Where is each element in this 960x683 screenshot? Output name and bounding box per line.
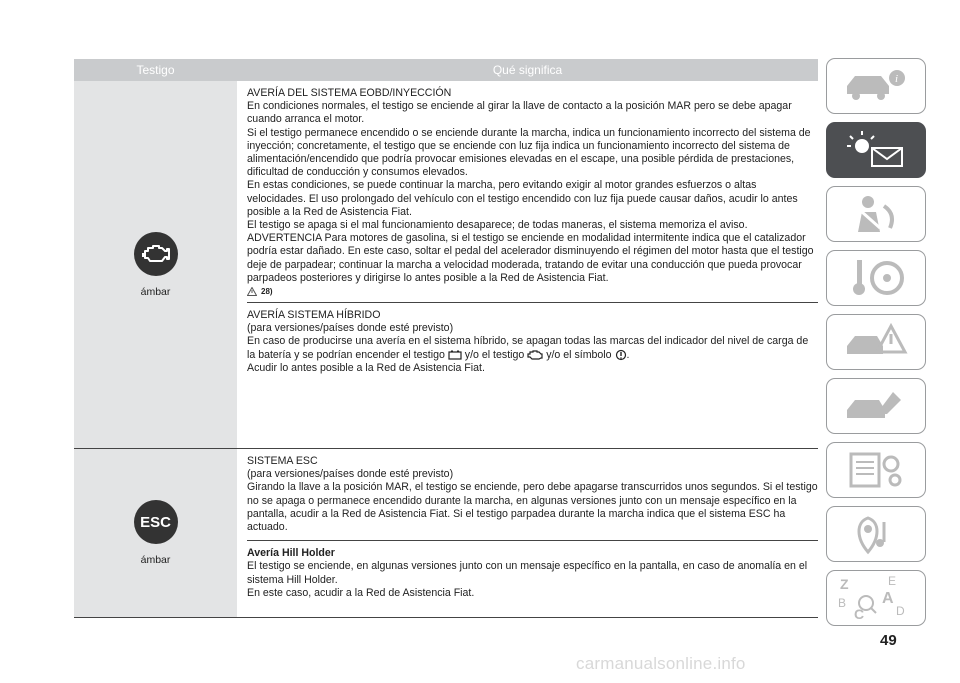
- tab-emergency[interactable]: [826, 314, 926, 370]
- hybrid-text: En caso de producirse una avería en el sistema híbrido, se apagan todas las marcas del indicador del nivel de carga de la batería y se podrían encender el testigo y/o el testigo y/o el símbolo .: [247, 335, 809, 361]
- tab-multimedia[interactable]: [826, 506, 926, 562]
- battery-icon: [448, 350, 462, 360]
- hybrid-block: [247, 309, 818, 375]
- header-que-significa: Qué significa: [492, 63, 563, 77]
- page-number: 49: [880, 632, 897, 649]
- esc-text: Girando la llave a la posición MAR, el testigo se enciende, pero debe apagarse transcurridos unos segundos. Si el testigo no se apaga o permanece encendido durante la marcha, en algunas versiones junto con un mensaje específico en la pantalla, acudir a la Red de Asistencia Fiat. Si el testigo parpadea durante la marcha indica que el sistema ESC ha actuado.: [247, 481, 818, 534]
- esc-block: [247, 455, 818, 534]
- esc-title: SISTEMA ESC: [247, 455, 318, 467]
- warning-light-table: [74, 59, 818, 618]
- lamp-cell: [74, 81, 237, 448]
- table-row: [74, 81, 818, 449]
- esc-label: ESC: [140, 513, 171, 531]
- description-cell: [237, 81, 818, 448]
- eobd-text-4: El testigo se apaga si el mal funcionamiento desaparece; de todas maneras, el sistema memoriza el aviso.: [247, 219, 748, 232]
- table-header: [74, 59, 818, 81]
- lamp-color-caption: ámbar: [140, 554, 171, 566]
- chapter-tabs: [826, 58, 928, 634]
- hill-holder-heading: Avería Hill Holder: [247, 547, 335, 560]
- index-letter: C: [854, 606, 865, 622]
- warning-triangle-icon: [247, 287, 257, 296]
- safety-belt-icon: [846, 192, 906, 236]
- tab-starting[interactable]: [826, 250, 926, 306]
- maintenance-icon: [841, 384, 911, 428]
- hill-holder-text-2: En este caso, acudir a la Red de Asistencia Fiat.: [247, 586, 475, 599]
- eobd-text-1: En condiciones normales, el testigo se enciende al girar la llave de contacto a la posición MAR pero se debe apagar cuando arranca el motor.: [247, 100, 792, 126]
- lamp-cell: [74, 449, 237, 617]
- watermark: carmanualsonline.info: [576, 654, 746, 673]
- hill-holder-block: [247, 547, 818, 600]
- lamp-color-caption: ámbar: [140, 285, 171, 298]
- header-testigo: Testigo: [136, 63, 175, 77]
- emergency-icon: [841, 320, 911, 364]
- svg-text:i: i: [895, 73, 899, 85]
- hybrid-text-2: Acudir lo antes posible a la Red de Asistencia Fiat.: [247, 361, 485, 374]
- esc-icon: [134, 500, 178, 544]
- tab-safety[interactable]: [826, 186, 926, 242]
- tab-car-info[interactable]: [826, 58, 926, 114]
- description-cell: [237, 449, 818, 617]
- engine-check-icon: [134, 232, 178, 276]
- hybrid-title: AVERÍA SISTEMA HÍBRIDO: [247, 309, 381, 322]
- multimedia-icon: [846, 512, 906, 556]
- tab-warning-lights[interactable]: [826, 122, 926, 178]
- warning-lights-icon: [838, 128, 914, 172]
- note-ref: 28): [261, 287, 273, 297]
- key-steering-icon: [843, 256, 909, 300]
- index-letter: A: [882, 590, 894, 607]
- engine-icon: [527, 350, 543, 360]
- car-info-icon: [841, 66, 911, 106]
- eobd-block: [247, 87, 818, 296]
- index-icon: [836, 573, 916, 623]
- esc-subtitle: (para versiones/países donde esté previsto): [247, 468, 454, 481]
- specs-icon: [843, 448, 909, 492]
- hybrid-subtitle: (para versiones/países donde esté previsto): [247, 322, 454, 335]
- index-letter: B: [838, 596, 847, 610]
- divider: [247, 302, 818, 303]
- index-letter: D: [896, 604, 905, 618]
- tab-specs[interactable]: [826, 442, 926, 498]
- tab-maintenance[interactable]: [826, 378, 926, 434]
- eobd-text-3: En estas condiciones, se puede continuar la marcha, pero evitando exigir al motor grandes esfuerzos o altas velocidades. El uso prolongado del vehículo con el testigo encendido con luz fija puede causar daños, acudir lo antes posible a la Red de Asistencia Fiat.: [247, 179, 798, 218]
- hybrid-symbol-icon: [615, 349, 627, 361]
- table-row: [74, 449, 818, 618]
- warning-note: [247, 287, 818, 296]
- eobd-text-5: ADVERTENCIA Para motores de gasolina, si el testigo se enciende en modalidad intermitente indica que el catalizador podría estar dañado. En este caso, soltar el pedal del acelerador disminuyendo el régimen del motor hasta que el testigo deje de parpadear; continuar la marcha a velocidad moderada, tratando de evitar una conducción que pueda provocar parpadeos posteriores y dirigirse lo antes posible a la Red de Asistencia Fiat.: [247, 232, 814, 284]
- index-letter: E: [888, 574, 897, 588]
- tab-index[interactable]: [826, 570, 926, 626]
- eobd-title: AVERÍA DEL SISTEMA EOBD/INYECCIÓN: [247, 87, 452, 99]
- index-letter: Z: [840, 576, 849, 592]
- divider: [247, 540, 818, 541]
- hill-holder-text-1: El testigo se enciende, en algunas versiones junto con un mensaje específico en la pantalla, en caso de anomalía en el sistema Hill Holder.: [247, 560, 808, 586]
- eobd-text-2: Si el testigo permanece encendido o se enciende durante la marcha, indica un funcionamiento incorrecto del sistema de inyección; concretamente, el testigo que se enciende con luz fija indica un funcionamiento incorrecto del sistema de alimentación/encendido que podría provocar emisiones elevadas en el escape, una posible pérdida de prestaciones, dificultad de conducción y consumos elevados.: [247, 126, 811, 179]
